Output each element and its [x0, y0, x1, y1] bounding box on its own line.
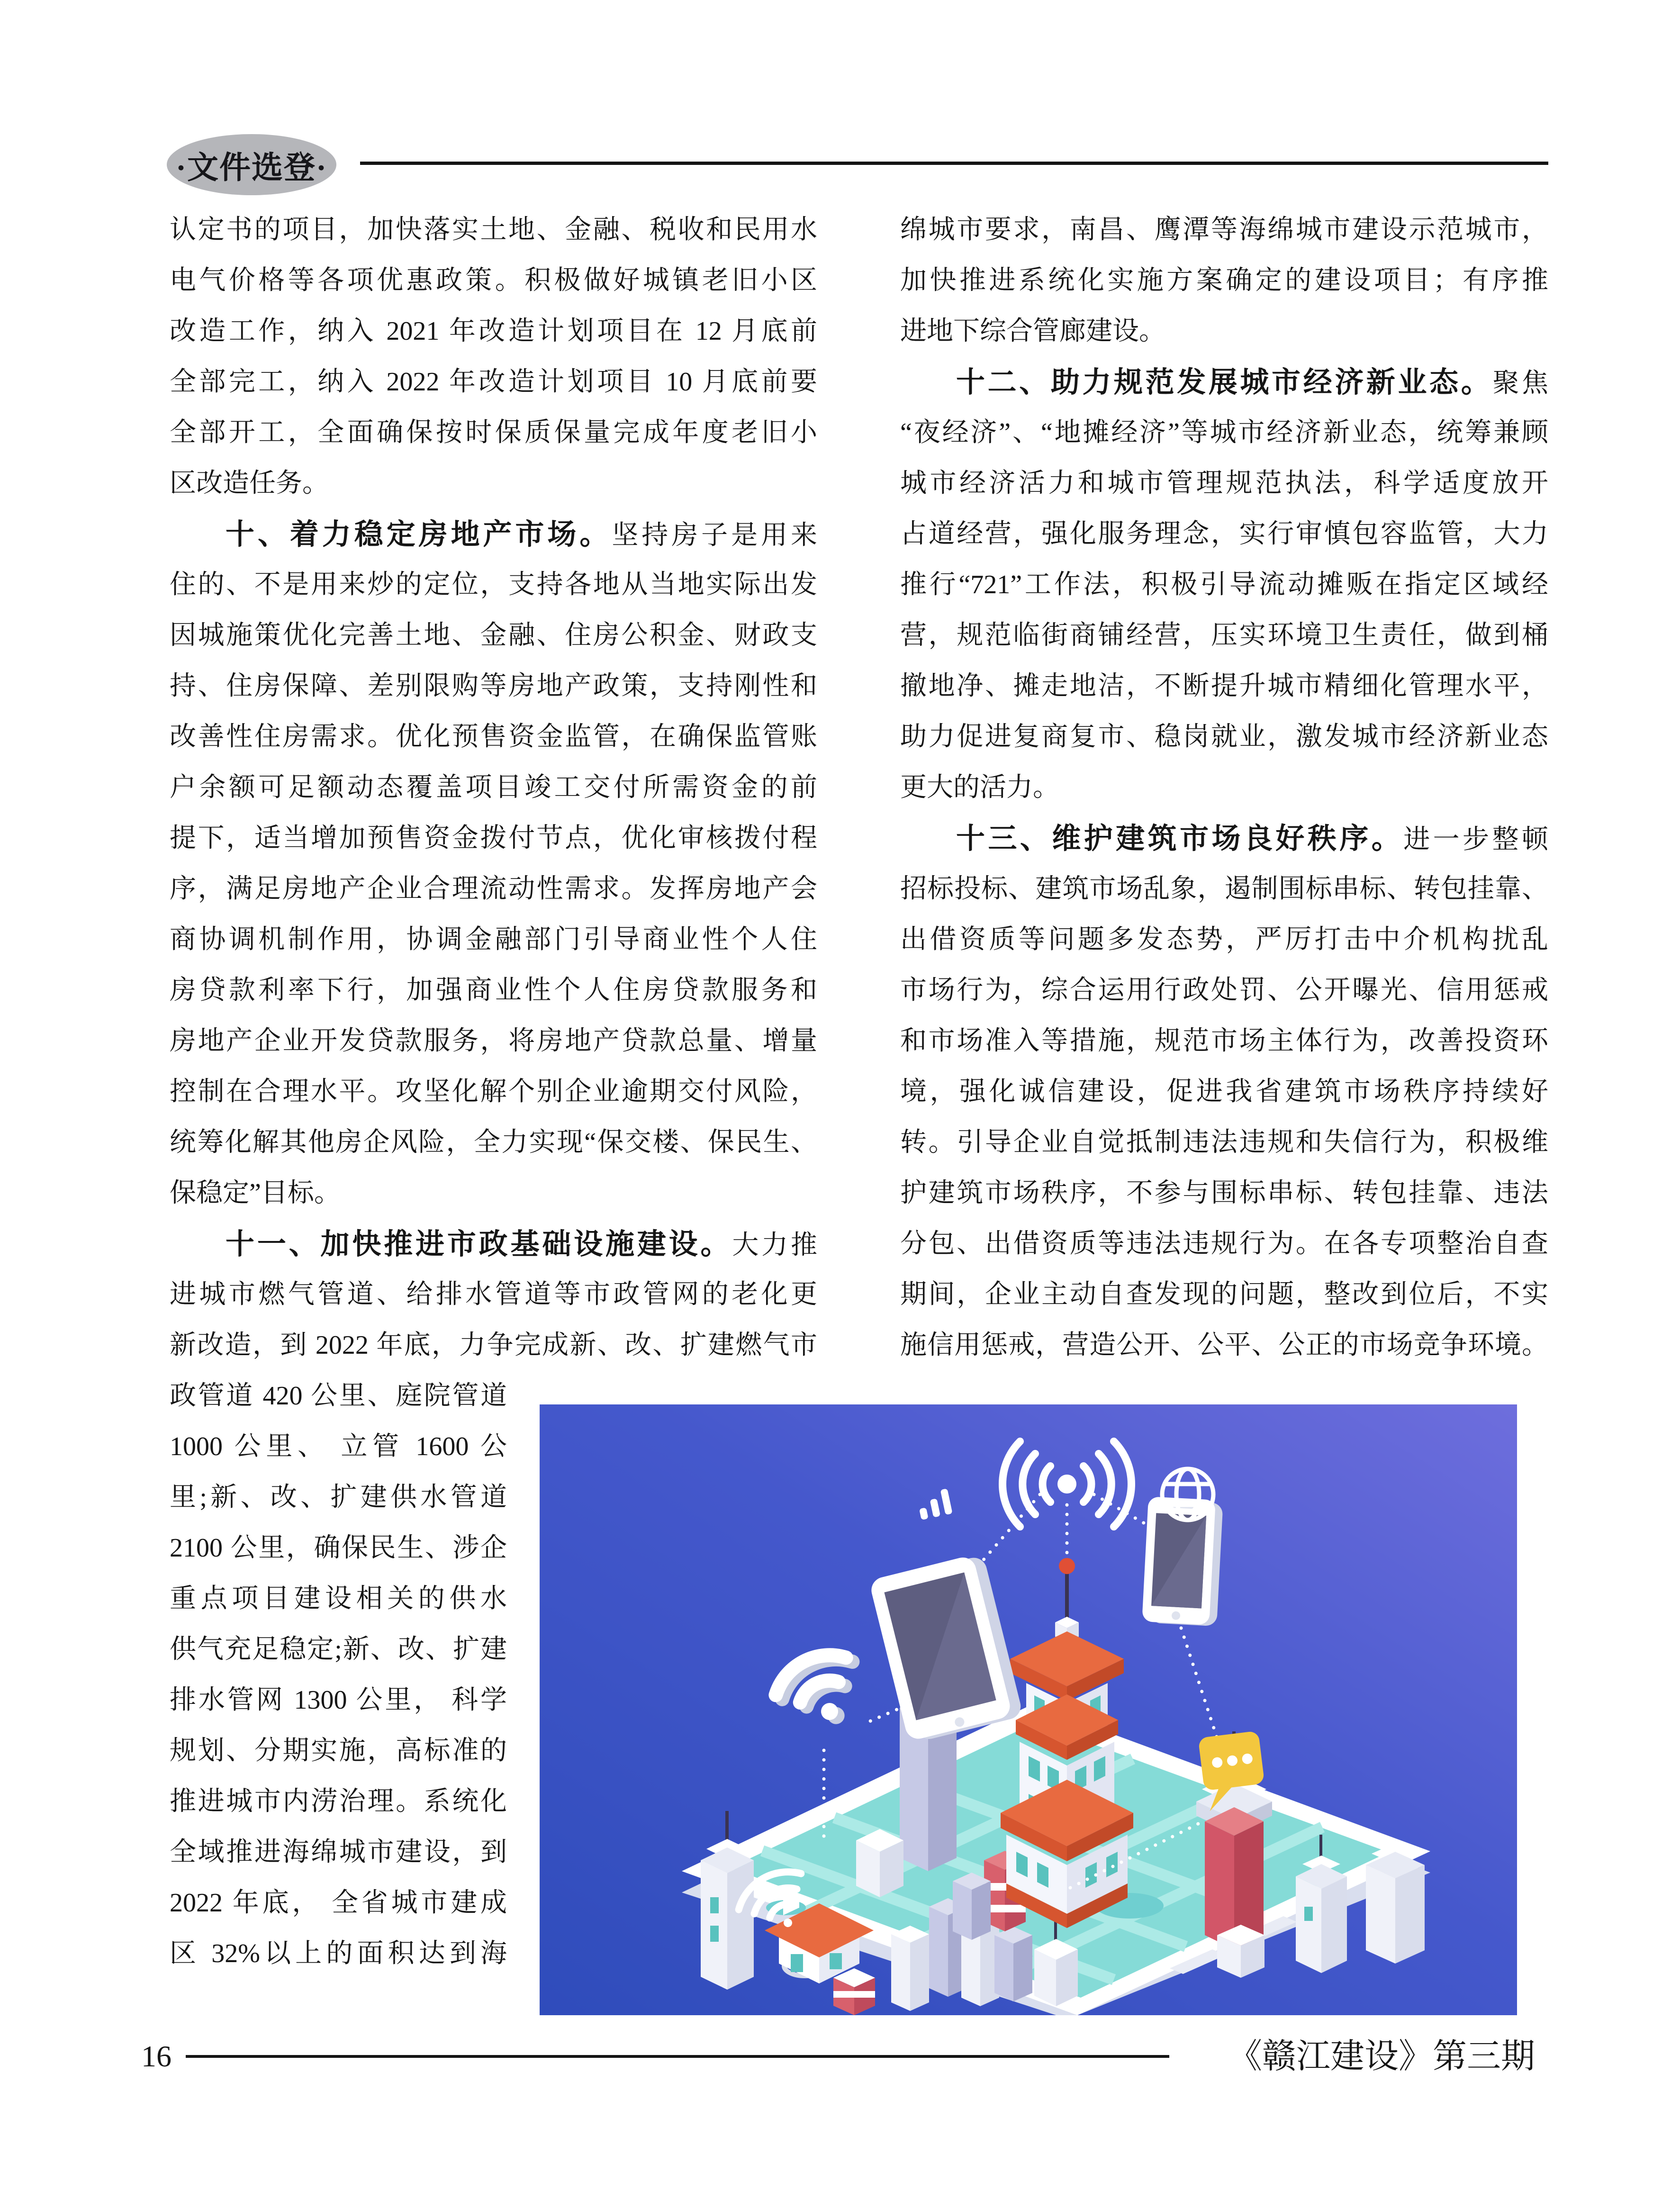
text-line: 因城施策优化完善土地、金融、住房公积金、财政支 — [170, 621, 817, 650]
text-line: 1000 公里、 立管 1600 公 — [170, 1432, 507, 1461]
page-number: 16 — [141, 2039, 172, 2073]
text-line: 推行“721”工作法，积极引导流动摊贩在指定区域经 — [900, 570, 1548, 599]
text-line: 分包、出借资质等违法违规行为。在各专项整治自查 — [900, 1229, 1548, 1258]
far-right-tower — [1366, 1843, 1425, 1964]
journal-title: 《赣江建设》第三期 — [1228, 2037, 1535, 2075]
text-line: 十、着力稳定房地产市场。坚持房子是用来 — [226, 518, 817, 550]
text-line: 十三、维护建筑市场良好秩序。进一步整顿 — [956, 822, 1548, 854]
text-line: 规划、分期实施，高标准的 — [170, 1736, 507, 1765]
smart-city-illustration — [540, 1404, 1517, 2015]
text-line: 和市场准入等措施，规范市场主体行为，改善投资环 — [900, 1026, 1548, 1056]
text-line: 统筹化解其他房企风险，全力实现“保交楼、保民生、 — [170, 1128, 817, 1157]
text-line: 全域推进海绵城市建设，到 — [170, 1838, 507, 1867]
text-line: 招标投标、建筑市场乱象，遏制围标串标、转包挂靠、 — [900, 874, 1548, 904]
text-line: 出借资质等问题多发态势，严厉打击中介机构扰乱 — [900, 925, 1548, 954]
section-heading: 十、着力稳定房地产市场。 — [226, 518, 612, 550]
text-line: 里;新、改、扩建供水管道 — [170, 1483, 507, 1512]
text-line: 房贷款利率下行，加强商业性个人住房贷款服务和 — [170, 976, 817, 1005]
text-line: 全部开工，全面确保按时保质保量完成年度老旧小 — [170, 418, 817, 447]
footer-rule — [186, 2055, 1169, 2058]
text-line: 序，满足房地产企业合理流动性需求。发挥房地产会 — [170, 874, 817, 904]
text-line: 认定书的项目，加快落实土地、金融、税收和民用水 — [170, 215, 817, 244]
striped-building — [833, 1968, 875, 2015]
text-line: 提下，适当增加预售资金拨付节点，优化审核拨付程 — [170, 824, 817, 853]
right-column — [900, 205, 1548, 1371]
text-line: 全部完工，纳入 2022 年改造计划项目 10 月底前要 — [170, 367, 817, 397]
left-column — [170, 205, 817, 1371]
text-line: 十二、助力规范发展城市经济新业态。聚焦 — [956, 366, 1549, 398]
section-heading: 十三、维护建筑市场良好秩序。 — [956, 822, 1404, 854]
text-line: 电气价格等各项优惠政策。积极做好城镇老旧小区 — [170, 266, 817, 295]
text-line: 更大的活力。 — [900, 773, 1059, 802]
text-line: 进城市燃气管道、给排水管道等市政管网的老化更 — [170, 1280, 817, 1309]
text-line: 助力促进复商复市、稳岗就业，激发城市经济新业态 — [900, 722, 1548, 751]
section-heading: 十一、加快推进市政基础设施建设。 — [226, 1228, 732, 1260]
text-line: 加快推进系统化实施方案确定的建设项目；有序推 — [900, 266, 1548, 295]
text-line: 排水管网 1300 公里， 科学 — [170, 1685, 507, 1715]
text-line: 十一、加快推进市政基础设施建设。大力推 — [226, 1228, 817, 1260]
text-line: 2022 年底， 全省城市建成 — [170, 1888, 507, 1918]
section-heading: 十二、助力规范发展城市经济新业态。 — [956, 366, 1493, 398]
text-line: 政管道 420 公里、庭院管道 — [170, 1381, 507, 1411]
text-line: 城市经济活力和城市管理规范执法，科学适度放开 — [900, 469, 1548, 498]
text-line: 新改造，到 2022 年底，力争完成新、改、扩建燃气市 — [170, 1331, 817, 1360]
text-line: 境，强化诚信建设，促进我省建筑市场秩序持续好 — [900, 1077, 1548, 1106]
text-line: “夜经济”、“地摊经济”等城市经济新业态，统筹兼顾 — [900, 418, 1548, 447]
text-line: 2100 公里，确保民生、涉企 — [170, 1533, 507, 1563]
text-line: 供气充足稳定;新、改、扩建 — [170, 1635, 507, 1664]
text-line: 区 32%以上的面积达到海 — [170, 1939, 507, 1968]
section-badge: ·文件选登· — [167, 134, 336, 195]
text-line: 转。引导企业自觉抵制违法违规和失信行为，积极维 — [900, 1128, 1548, 1157]
text-line: 进地下综合管廊建设。 — [900, 317, 1165, 346]
text-line: 区改造任务。 — [170, 469, 329, 498]
text-line: 重点项目建设相关的供水 — [170, 1584, 507, 1613]
text-line: 施信用惩戒，营造公开、公平、公正的市场竞争环境。 — [900, 1331, 1548, 1360]
text-line: 房地产企业开发贷款服务，将房地产贷款总量、增量 — [170, 1026, 817, 1056]
left-column-narrow — [170, 1371, 507, 1979]
text-line: 商协调机制作用，协调金融部门引导商业性个人住 — [170, 925, 817, 954]
text-line: 市场行为，综合运用行政处罚、公开曝光、信用惩戒 — [900, 976, 1548, 1005]
text-line: 营，规范临街商铺经营，压实环境卫生责任，做到桶 — [900, 621, 1548, 650]
header-rule — [360, 162, 1548, 165]
text-line: 绵城市要求，南昌、鹰潭等海绵城市建设示范城市， — [900, 215, 1548, 244]
text-line: 户余额可足额动态覆盖项目竣工交付所需资金的前 — [170, 773, 817, 802]
text-line: 改善性住房需求。优化预售资金监管，在确保监管账 — [170, 722, 817, 751]
text-line: 保稳定”目标。 — [170, 1178, 341, 1208]
text-line: 占道经营，强化服务理念，实行审慎包容监管，大力 — [900, 519, 1548, 549]
text-line: 改造工作，纳入 2021 年改造计划项目在 12 月底前 — [170, 317, 817, 346]
text-line: 持、住房保障、差别限购等房地产政策，支持刚性和 — [170, 671, 817, 701]
text-line: 期间，企业主动自查发现的问题，整改到位后，不实 — [900, 1280, 1548, 1309]
text-line: 推进城市内涝治理。系统化 — [170, 1787, 507, 1816]
text-line: 控制在合理水平。攻坚化解个别企业逾期交付风险， — [170, 1077, 817, 1106]
text-line: 护建筑市场秩序，不参与围标串标、转包挂靠、违法 — [900, 1178, 1548, 1208]
text-line: 住的、不是用来炒的定位，支持各地从当地实际出发 — [170, 570, 817, 599]
text-line: 撤地净、摊走地洁，不断提升城市精细化管理水平， — [900, 671, 1548, 701]
